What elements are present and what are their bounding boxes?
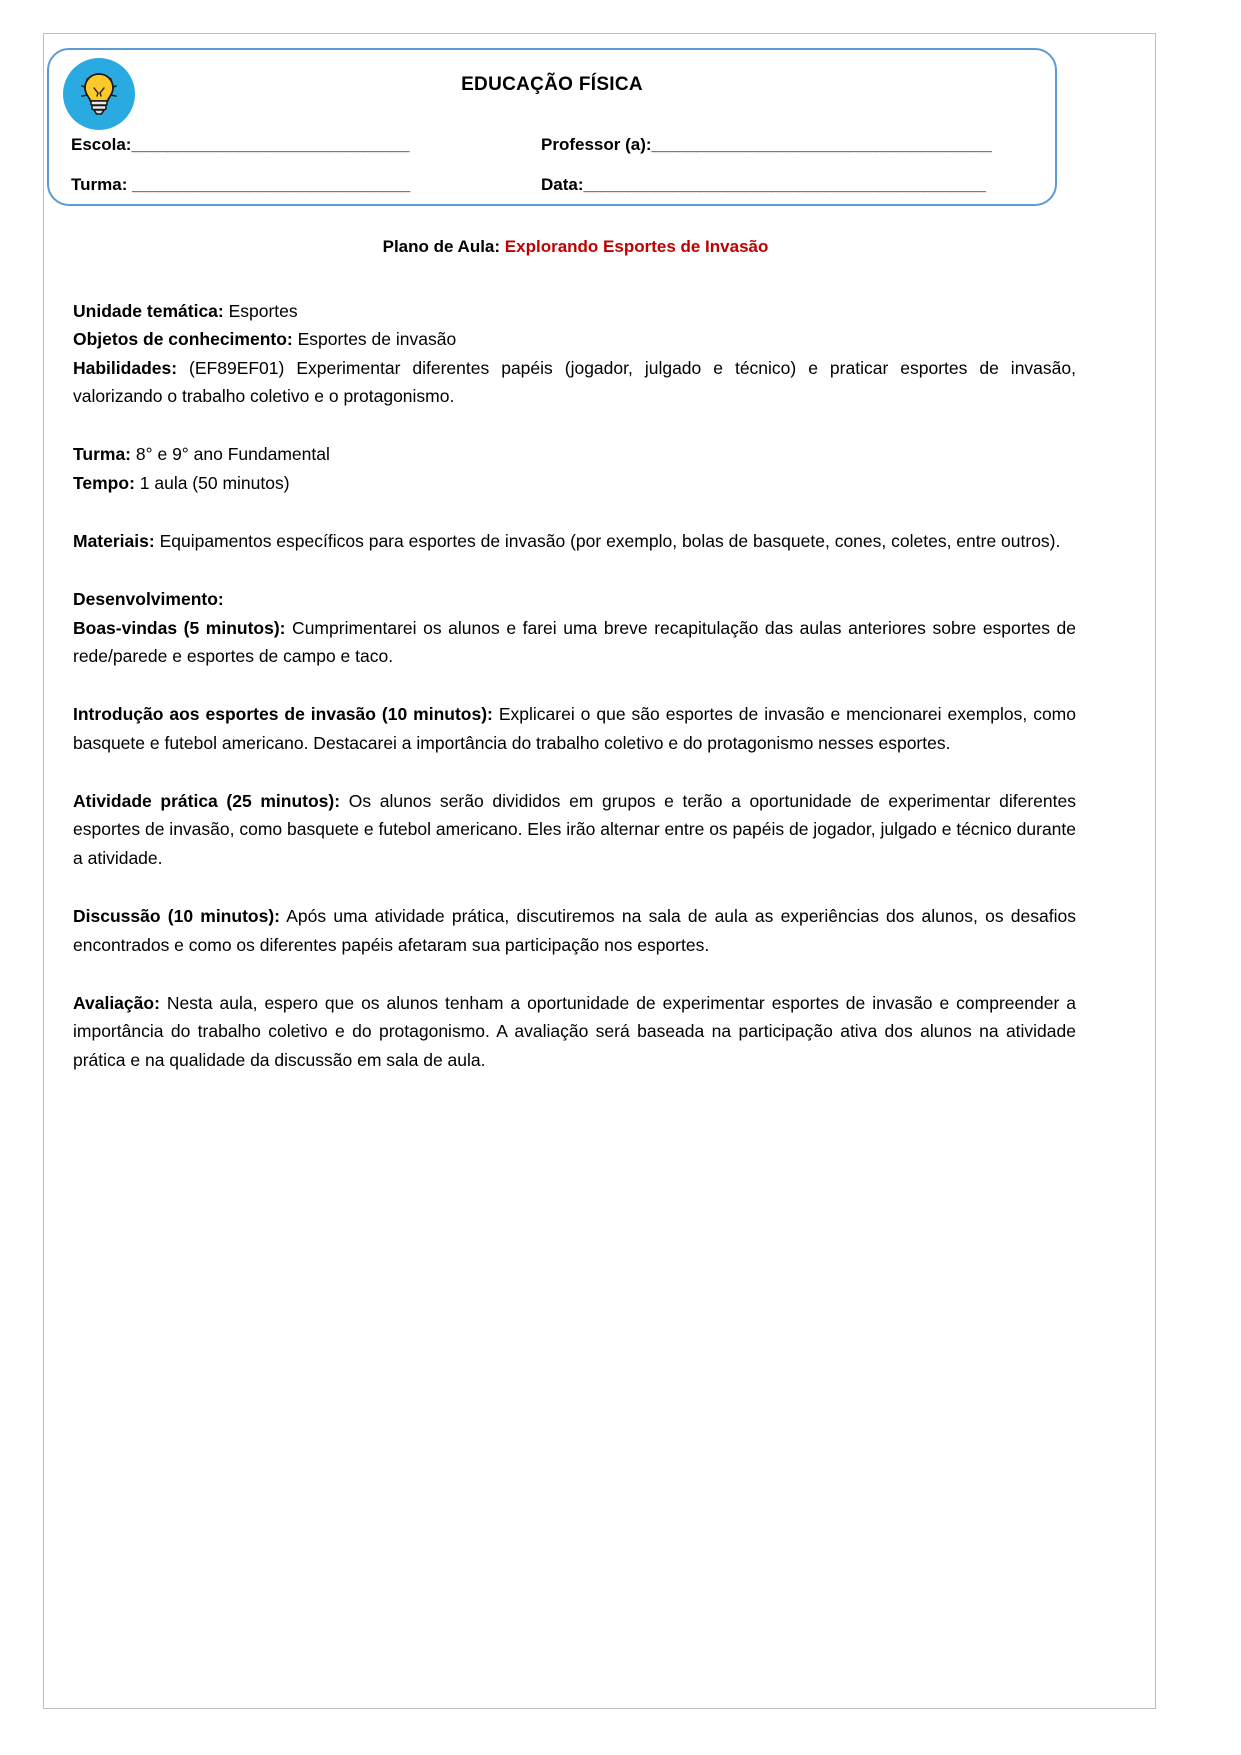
value-introducao: Explicarei o que são esportes de invasão e mencionarei exemplos, como basquete e futebol americano. Destacarei a importância do trabalho coletivo e do protagonismo nesses esportes.	[73, 704, 1076, 753]
field-unidade-tematica	[73, 297, 1076, 325]
field-boas-vindas	[73, 614, 1076, 671]
label-turma-ano: Turma:	[73, 444, 132, 465]
value-objetos-conhecimento: Esportes de invasão	[292, 329, 457, 350]
label-tempo: Tempo:	[73, 472, 135, 493]
value-tempo: 1 aula (50 minutos)	[134, 472, 290, 493]
value-materiais: Equipamentos específicos para esportes de invasão (por exemplo, bolas de basquete, cones, coletes, entre outros).	[154, 531, 1061, 552]
field-turma-label: Turma:	[71, 175, 128, 194]
field-habilidades	[73, 354, 1076, 411]
value-habilidades: (EF89EF01) Experimentar diferentes papéis (jogador, julgado e técnico) e praticar esportes de invasão, valorizando o trabalho coletivo e o protagonismo.	[73, 357, 1076, 407]
field-data-line: _____________________________________________	[583, 175, 987, 194]
value-unidade-tematica: Esportes	[223, 301, 298, 321]
field-professor[interactable]	[541, 135, 992, 155]
label-atividade-pratica: Atividade prática (25 minutos):	[73, 791, 341, 812]
field-atividade-pratica	[73, 787, 1076, 872]
label-boas-vindas: Boas-vindas (5 minutos):	[73, 617, 286, 638]
label-desenvolvimento: Desenvolvimento:	[73, 589, 224, 610]
value-boas-vindas: Cumprimentarei os alunos e farei uma breve recapitulação das aulas anteriores sobre esportes de rede/parede e esportes de campo e taco.	[73, 617, 1076, 667]
label-habilidades: Habilidades:	[73, 357, 178, 378]
field-data[interactable]	[541, 175, 986, 195]
value-discussao: Após uma atividade prática, discutiremos na sala de aula as experiências dos alunos, os desafios encontrados e como os diferentes papéis afetaram sua participação nos esportes.	[73, 906, 1076, 955]
field-escola-line: _______________________________	[131, 135, 410, 154]
field-escola[interactable]	[71, 135, 541, 155]
label-unidade-tematica: Unidade temática:	[73, 301, 224, 321]
spacer	[73, 497, 1128, 527]
label-objetos-conhecimento: Objetos de conhecimento:	[73, 329, 293, 350]
field-data-label: Data:	[541, 175, 584, 194]
spacer	[73, 555, 1128, 585]
label-avaliacao: Avaliação:	[73, 992, 160, 1013]
field-turma-line: _______________________________	[132, 175, 410, 194]
plan-title	[73, 238, 1128, 255]
value-turma-ano: 8° e 9° ano Fundamental	[131, 444, 330, 465]
header-field-row-1	[71, 135, 1035, 160]
spacer	[73, 757, 1128, 787]
spacer	[73, 670, 1128, 700]
field-professor-line: ______________________________________	[651, 135, 992, 154]
field-tempo	[73, 469, 1076, 497]
field-objetos-conhecimento	[73, 325, 1076, 353]
plan-title-prefix: Plano de Aula:	[382, 237, 501, 256]
plan-title-subject: Explorando Esportes de Invasão	[504, 237, 769, 256]
field-professor-label: Professor (a):	[541, 135, 652, 154]
spacer	[73, 872, 1128, 902]
field-escola-label: Escola:	[71, 135, 132, 154]
field-turma[interactable]	[71, 175, 541, 195]
field-desenvolvimento	[73, 585, 1076, 613]
field-turma-ano	[73, 440, 1076, 468]
spacer	[73, 410, 1128, 440]
field-introducao	[73, 700, 1076, 757]
spacer	[73, 959, 1128, 989]
label-materiais: Materiais:	[73, 531, 155, 552]
header-field-row-2	[71, 175, 1035, 200]
value-atividade-pratica: Os alunos serão divididos em grupos e terão a oportunidade de experimentar diferentes esportes de invasão, como basquete e futebol americano. Eles irão alternar entre os papéis de jogador, julgado e técnico durante a atividade.	[73, 791, 1077, 868]
label-introducao: Introdução aos esportes de invasão (10 minutos):	[73, 704, 493, 725]
field-materiais	[73, 527, 1076, 555]
label-discussao: Discussão (10 minutos):	[73, 906, 280, 927]
field-discussao	[73, 902, 1076, 959]
header-box	[47, 48, 1057, 206]
lesson-plan-body	[73, 238, 1128, 1074]
value-avaliacao: Nesta aula, espero que os alunos tenham a oportunidade de experimentar esportes de invasão e compreender a importância do trabalho coletivo e do protagonismo. A avaliação será baseada na participação ativa dos alunos na atividade prática e na qualidade da discussão em sala de aula.	[73, 992, 1076, 1070]
field-avaliacao	[73, 989, 1076, 1074]
header-title: EDUCAÇÃO FÍSICA	[461, 74, 643, 95]
